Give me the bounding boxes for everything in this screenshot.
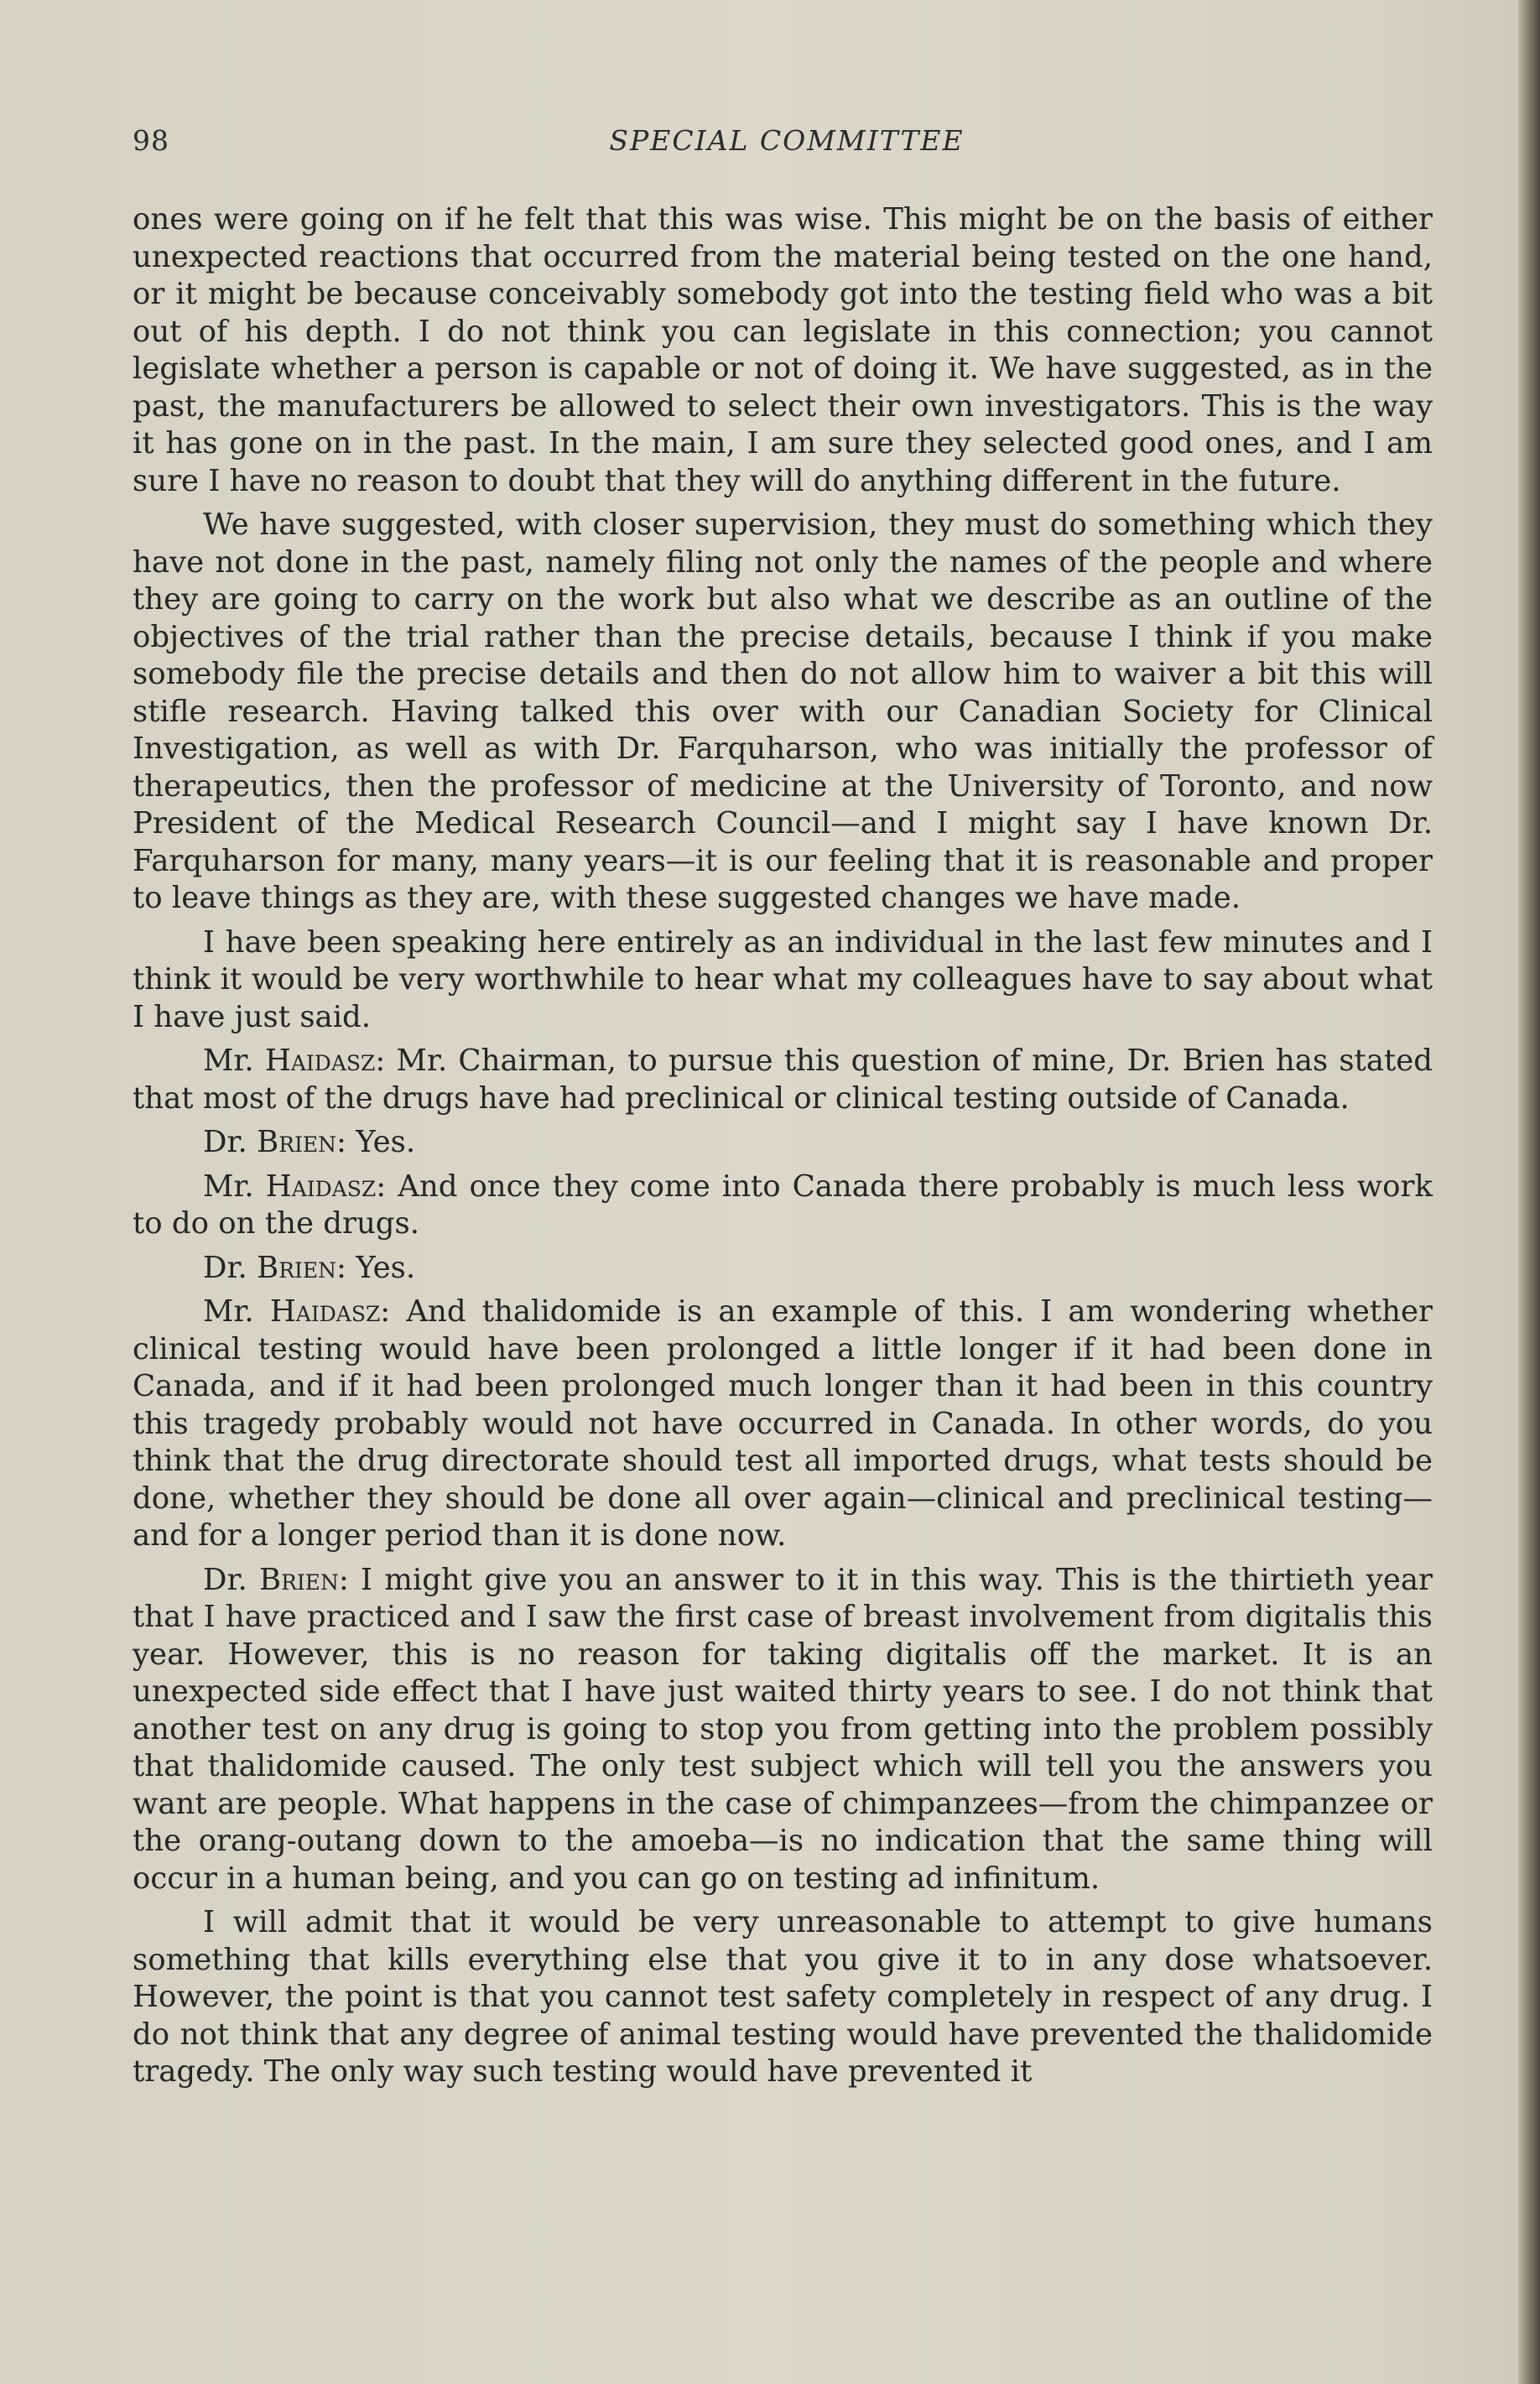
paragraph-text: ones were going on if he felt that this was wise. This might be on the basis of either unexpected reactions that occurred from the material being tested on the one hand, or it might be because conceivably somebody got into the testing field who was a bit out of his depth. I do not think you can legislate in this connection; you cannot legislate whether a person is capable or not of doing it. We have suggested, as in the past, the manufacturers be allowed to select their own investigators. This is the way it has gone on in the past. In the main, I am sure they selected good ones, and I am sure I have no reason to doubt that they will do anything different in the future. — [133, 202, 1433, 498]
speaker-title: Dr. — [203, 1125, 247, 1159]
paragraph — [133, 924, 1433, 1037]
speech-paragraph — [133, 1250, 1433, 1288]
body-text — [133, 201, 1433, 2098]
speaker-name: Haidasz: — [264, 1044, 386, 1078]
paragraph-text: Yes. — [356, 1250, 416, 1285]
paragraph-text: I might give you an answer to it in this way. This is the thirtieth year that I have practiced and I saw the first case of breast involvement from digitalis this year. However, this is no reason for taking digitalis off the market. It is an unexpected side effect that I have just waited thirty years to see. I do not think that another test on any drug is going to stop you from getting into the problem possibly that thalidomide caused. The only test subject which will tell you the answers you want are people. What happens in the case of chimpanzees—from the chimpanzee or the orang-outang down to the amoeba—is no indication that the same thing will occur in a human being, and you can go on testing ad infinitum. — [133, 1562, 1433, 1896]
speech-paragraph — [133, 1294, 1433, 1555]
paragraph-text: Mr. Chairman, to pursue this question of mine, Dr. Brien has stated that most of the drugs have had preclinical or clinical testing outside of Canada. — [133, 1044, 1433, 1116]
paragraph-text: And thalidomide is an example of this. I am wondering whether clinical testing would have been prolonged a little longer if it had been done in Canada, and if it had been prolonged much longer than it had been in this country this tragedy probably would not have occurred in Canada. In other words, do you think that the drug directorate should test all imported drugs, what tests should be done, whether they should be done all over again—clinical and preclinical testing—and for a longer period than it is done now. — [133, 1294, 1433, 1553]
speaker-name: Haidasz: — [269, 1294, 391, 1329]
running-title: SPECIAL COMMITTEE — [609, 124, 965, 157]
speaker-title: Mr. — [203, 1294, 254, 1329]
paragraph — [133, 1904, 1433, 2091]
paragraph-text: I have been speaking here entirely as an individual in the last few minutes and I think it would be very worthwhile to hear what my colleagues have to say about what I have just said. — [133, 924, 1433, 1034]
paragraph-text: And once they come into Canada there probably is much less work to do on the drugs. — [133, 1169, 1433, 1241]
paragraph — [133, 201, 1433, 500]
speaker-name: Brien: — [257, 1125, 346, 1159]
speaker-name: Brien: — [259, 1562, 349, 1597]
speech-paragraph — [133, 1043, 1433, 1117]
speaker-name: Brien: — [257, 1250, 346, 1285]
speaker-title: Mr. — [203, 1044, 254, 1078]
page-edge-shadow — [1518, 0, 1540, 2384]
paragraph-text: I will admit that it would be very unreasonable to attempt to give humans something that kills everything else that you give it to in any dose whatsoever. However, the point is that you cannot test safety completely in respect of any drug. I do not think that any degree of animal testing would have prevented the thalidomide tragedy. The only way such testing would have prevented it — [133, 1905, 1433, 2089]
paragraph-text: We have suggested, with closer supervision, they must do something which they have not done in the past, namely filing not only the names of the people and where they are going to carry on the work but also what we describe as an outline of the objectives of the trial rather than the precise details, because I think if you make somebody file the precise details and then do not allow him to waiver a bit this will stifle research. Having talked this over with our Canadian Society for Clinical Investigation, as well as with Dr. Farquharson, who was initially the professor of therapeutics, then the professor of medicine at the University of Toronto, and now President of the Medical Research Council—and I might say I have known Dr. Farquharson for many, many years—it is our feeling that it is reasonable and proper to leave things as they are, with these suggested changes we have made. — [133, 508, 1433, 915]
paragraph-text: Yes. — [356, 1125, 416, 1159]
speaker-title: Mr. — [203, 1169, 254, 1204]
speech-paragraph — [133, 1169, 1433, 1243]
running-head — [133, 124, 1441, 166]
speech-paragraph — [133, 1562, 1433, 1898]
page-number: 98 — [133, 124, 169, 157]
speaker-title: Dr. — [203, 1562, 247, 1597]
speaker-name: Haidasz: — [265, 1169, 387, 1204]
speaker-title: Dr. — [203, 1250, 247, 1285]
speech-paragraph — [133, 1124, 1433, 1162]
paragraph — [133, 507, 1433, 918]
